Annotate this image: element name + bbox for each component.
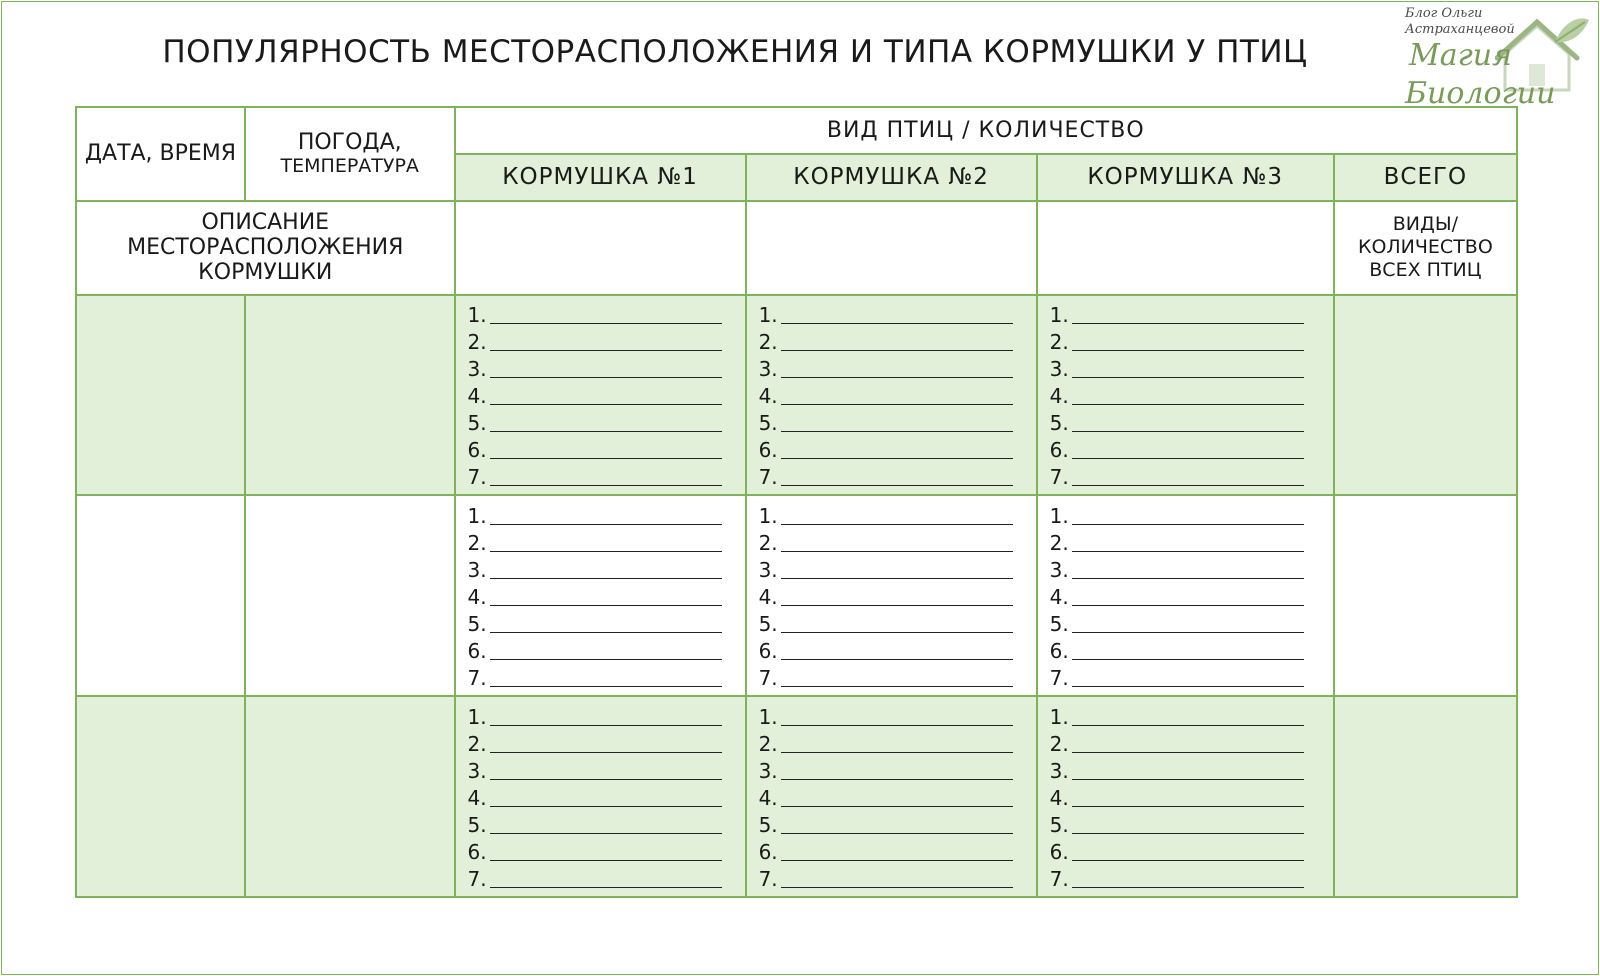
entry-line[interactable] xyxy=(759,329,1036,356)
entry-number: 5. xyxy=(1049,411,1069,436)
entry-line[interactable] xyxy=(468,584,745,611)
entry-line[interactable] xyxy=(759,758,1036,785)
blank-rule[interactable] xyxy=(1072,330,1304,351)
blank-rule[interactable] xyxy=(781,330,1013,351)
entry-line[interactable] xyxy=(1050,785,1333,812)
table-row xyxy=(76,295,1517,496)
feeder-1-entries xyxy=(455,696,746,897)
entry-line[interactable] xyxy=(759,785,1036,812)
entry-line[interactable] xyxy=(1050,383,1333,410)
entry-line[interactable] xyxy=(759,638,1036,665)
entry-line[interactable] xyxy=(759,611,1036,638)
blank-rule[interactable] xyxy=(490,732,722,753)
entry-line[interactable] xyxy=(1050,638,1333,665)
entry-list xyxy=(1038,700,1333,893)
entry-list xyxy=(1038,298,1333,491)
entry-number: 1. xyxy=(1049,303,1069,328)
entry-number: 4. xyxy=(1049,585,1069,610)
entry-number: 3. xyxy=(1049,558,1069,583)
entry-line[interactable] xyxy=(468,839,745,866)
logo-word-1: Магия xyxy=(1409,38,1512,73)
entry-number: 5. xyxy=(1049,612,1069,637)
blank-rule[interactable] xyxy=(490,384,722,405)
entry-number: 1. xyxy=(1049,705,1069,730)
blank-rule[interactable] xyxy=(781,867,1013,888)
blank-rule[interactable] xyxy=(490,411,722,432)
entry-line[interactable] xyxy=(1050,410,1333,437)
entry-line[interactable] xyxy=(759,356,1036,383)
logo-word-2: Биологии xyxy=(1405,76,1556,111)
entry-line[interactable] xyxy=(759,530,1036,557)
blank-rule[interactable] xyxy=(781,303,1013,324)
entry-number: 1. xyxy=(467,504,487,529)
entry-number: 2. xyxy=(467,732,487,757)
entry-number: 5. xyxy=(758,411,778,436)
blank-rule[interactable] xyxy=(490,840,722,861)
blank-rule[interactable] xyxy=(490,465,722,486)
entry-number: 7. xyxy=(1049,465,1069,490)
blank-rule[interactable] xyxy=(1072,666,1304,687)
entry-number: 7. xyxy=(758,666,778,691)
blank-rule[interactable] xyxy=(1072,465,1304,486)
blank-rule[interactable] xyxy=(490,705,722,726)
entry-number: 6. xyxy=(1049,840,1069,865)
entry-number: 7. xyxy=(467,465,487,490)
entry-line[interactable] xyxy=(1050,839,1333,866)
blank-rule[interactable] xyxy=(1072,786,1304,807)
blank-rule[interactable] xyxy=(1072,303,1304,324)
entry-number: 7. xyxy=(758,465,778,490)
total-cell[interactable] xyxy=(1334,495,1517,696)
blank-rule[interactable] xyxy=(1072,438,1304,459)
blank-rule[interactable] xyxy=(490,666,722,687)
blank-rule[interactable] xyxy=(490,639,722,660)
blank-rule[interactable] xyxy=(490,438,722,459)
entry-line[interactable] xyxy=(1050,464,1333,491)
entry-number: 4. xyxy=(758,384,778,409)
entry-line[interactable] xyxy=(759,557,1036,584)
feeder-3-header: КОРМУШКА №3 xyxy=(1037,154,1334,201)
entry-line[interactable] xyxy=(759,866,1036,893)
blank-rule[interactable] xyxy=(490,585,722,606)
blank-rule[interactable] xyxy=(490,531,722,552)
feeder-2-header: КОРМУШКА №2 xyxy=(746,154,1037,201)
blank-rule[interactable] xyxy=(781,465,1013,486)
entry-line[interactable] xyxy=(1050,812,1333,839)
entry-line[interactable] xyxy=(468,437,745,464)
weather-header-line1: ПОГОДА, xyxy=(297,130,402,156)
entry-line[interactable] xyxy=(759,383,1036,410)
entry-number: 5. xyxy=(1049,813,1069,838)
feeder-2-entries xyxy=(746,295,1037,496)
blank-rule[interactable] xyxy=(1072,531,1304,552)
date-cell[interactable] xyxy=(76,295,245,496)
entry-line[interactable] xyxy=(1050,530,1333,557)
entry-line[interactable] xyxy=(468,785,745,812)
entry-list xyxy=(747,700,1036,893)
blank-rule[interactable] xyxy=(1072,639,1304,660)
entry-number: 4. xyxy=(758,585,778,610)
entry-line[interactable] xyxy=(1050,503,1333,530)
blank-rule[interactable] xyxy=(781,732,1013,753)
entry-line[interactable] xyxy=(759,812,1036,839)
entry-number: 3. xyxy=(758,558,778,583)
entry-line[interactable] xyxy=(1050,356,1333,383)
blank-rule[interactable] xyxy=(781,585,1013,606)
entry-line[interactable] xyxy=(468,638,745,665)
entry-line[interactable] xyxy=(468,611,745,638)
location-description-header: ОПИСАНИЕ МЕСТОРАСПОЛОЖЕНИЯ КОРМУШКИ xyxy=(76,201,455,295)
entry-line[interactable] xyxy=(1050,665,1333,692)
entry-line[interactable] xyxy=(1050,302,1333,329)
feeder-1-entries xyxy=(455,295,746,496)
blank-rule[interactable] xyxy=(1072,867,1304,888)
entry-line[interactable] xyxy=(759,704,1036,731)
entry-number: 7. xyxy=(1049,867,1069,892)
entry-line[interactable] xyxy=(1050,584,1333,611)
entry-line[interactable] xyxy=(468,503,745,530)
entry-list xyxy=(747,298,1036,491)
blank-rule[interactable] xyxy=(1072,411,1304,432)
blank-rule[interactable] xyxy=(781,705,1013,726)
feeder-3-entries xyxy=(1037,696,1334,897)
date-time-header: ДАТА, ВРЕМЯ xyxy=(76,107,245,201)
entry-number: 4. xyxy=(467,384,487,409)
feeder-2-description-cell[interactable] xyxy=(746,201,1037,295)
entry-line[interactable] xyxy=(759,839,1036,866)
blank-rule[interactable] xyxy=(1072,840,1304,861)
total-cell[interactable] xyxy=(1334,295,1517,496)
blank-rule[interactable] xyxy=(781,666,1013,687)
entry-number: 6. xyxy=(467,438,487,463)
entry-number: 3. xyxy=(467,558,487,583)
table-row xyxy=(76,696,1517,897)
date-cell[interactable] xyxy=(76,495,245,696)
entry-line[interactable] xyxy=(1050,758,1333,785)
blank-rule[interactable] xyxy=(490,786,722,807)
entry-line[interactable] xyxy=(1050,437,1333,464)
feeder-1-description-cell[interactable] xyxy=(455,201,746,295)
feeder-2-entries xyxy=(746,696,1037,897)
entry-number: 1. xyxy=(1049,504,1069,529)
entry-line[interactable] xyxy=(1050,611,1333,638)
logo-caption-2: Астраханцевой xyxy=(1405,22,1515,37)
table-row xyxy=(76,495,1517,696)
entry-line[interactable] xyxy=(759,410,1036,437)
entry-line[interactable] xyxy=(468,530,745,557)
entry-number: 2. xyxy=(467,330,487,355)
entry-number: 2. xyxy=(758,732,778,757)
entry-line[interactable] xyxy=(468,356,745,383)
weather-cell[interactable] xyxy=(245,295,455,496)
entry-line[interactable] xyxy=(468,758,745,785)
feeder-3-entries xyxy=(1037,495,1334,696)
entry-number: 2. xyxy=(1049,531,1069,556)
page-title: ПОПУЛЯРНОСТЬ МЕСТОРАСПОЛОЖЕНИЯ И ТИПА КОРМУШКИ У ПТИЦ xyxy=(162,34,1308,70)
blank-rule[interactable] xyxy=(1072,357,1304,378)
blank-rule[interactable] xyxy=(490,813,722,834)
entry-line[interactable] xyxy=(468,329,745,356)
entry-line[interactable] xyxy=(468,302,745,329)
entry-number: 5. xyxy=(467,612,487,637)
entry-number: 1. xyxy=(758,504,778,529)
blank-rule[interactable] xyxy=(490,504,722,525)
entry-line[interactable] xyxy=(468,410,745,437)
entry-number: 4. xyxy=(467,786,487,811)
entry-line[interactable] xyxy=(468,812,745,839)
blank-rule[interactable] xyxy=(781,612,1013,633)
entry-number: 3. xyxy=(467,759,487,784)
entry-number: 6. xyxy=(467,840,487,865)
entry-number: 4. xyxy=(1049,384,1069,409)
entry-number: 1. xyxy=(467,705,487,730)
entry-number: 7. xyxy=(467,666,487,691)
total-cell[interactable] xyxy=(1334,696,1517,897)
entry-number: 7. xyxy=(1049,666,1069,691)
blank-rule[interactable] xyxy=(1072,384,1304,405)
blog-logo xyxy=(1395,4,1595,116)
blank-rule[interactable] xyxy=(781,438,1013,459)
entry-list xyxy=(747,499,1036,692)
blank-rule[interactable] xyxy=(490,612,722,633)
entry-list xyxy=(456,298,745,491)
entry-number: 5. xyxy=(758,813,778,838)
blank-rule[interactable] xyxy=(781,558,1013,579)
entry-list xyxy=(456,499,745,692)
observation-table xyxy=(75,106,1518,898)
entry-line[interactable] xyxy=(759,503,1036,530)
entry-number: 7. xyxy=(758,867,778,892)
weather-cell[interactable] xyxy=(245,495,455,696)
blank-rule[interactable] xyxy=(490,357,722,378)
blank-rule[interactable] xyxy=(1072,612,1304,633)
blank-rule[interactable] xyxy=(490,303,722,324)
entry-line[interactable] xyxy=(1050,731,1333,758)
entry-line[interactable] xyxy=(759,464,1036,491)
entry-number: 6. xyxy=(467,639,487,664)
blank-rule[interactable] xyxy=(490,558,722,579)
entry-line[interactable] xyxy=(759,584,1036,611)
blank-rule[interactable] xyxy=(781,813,1013,834)
entry-number: 1. xyxy=(758,705,778,730)
blank-rule[interactable] xyxy=(781,531,1013,552)
entry-number: 4. xyxy=(467,585,487,610)
weather-cell[interactable] xyxy=(245,696,455,897)
entry-line[interactable] xyxy=(1050,557,1333,584)
blank-rule[interactable] xyxy=(490,867,722,888)
entry-number: 3. xyxy=(1049,357,1069,382)
entry-line[interactable] xyxy=(468,731,745,758)
blank-rule[interactable] xyxy=(1072,732,1304,753)
entry-line[interactable] xyxy=(1050,866,1333,893)
entry-line[interactable] xyxy=(468,866,745,893)
entry-number: 3. xyxy=(467,357,487,382)
entry-line[interactable] xyxy=(468,665,745,692)
blank-rule[interactable] xyxy=(1072,504,1304,525)
blank-rule[interactable] xyxy=(781,357,1013,378)
blank-rule[interactable] xyxy=(781,786,1013,807)
entry-list xyxy=(456,700,745,893)
entry-number: 6. xyxy=(758,639,778,664)
total-header: ВСЕГО xyxy=(1334,154,1517,201)
blank-rule[interactable] xyxy=(1072,813,1304,834)
total-caption: ВИДЫ/ КОЛИЧЕСТВО ВСЕХ ПТИЦ xyxy=(1334,201,1517,295)
entry-number: 5. xyxy=(467,411,487,436)
entry-number: 6. xyxy=(758,438,778,463)
entry-line[interactable] xyxy=(1050,329,1333,356)
entry-number: 2. xyxy=(1049,732,1069,757)
entry-number: 2. xyxy=(467,531,487,556)
entry-number: 3. xyxy=(758,357,778,382)
blank-rule[interactable] xyxy=(490,330,722,351)
entry-number: 5. xyxy=(758,612,778,637)
entry-number: 6. xyxy=(1049,639,1069,664)
entry-number: 4. xyxy=(758,786,778,811)
blank-rule[interactable] xyxy=(781,639,1013,660)
blank-rule[interactable] xyxy=(781,504,1013,525)
entry-number: 1. xyxy=(467,303,487,328)
entry-number: 4. xyxy=(1049,786,1069,811)
feeder-1-entries xyxy=(455,495,746,696)
blank-rule[interactable] xyxy=(1072,585,1304,606)
feeder-3-entries xyxy=(1037,295,1334,496)
entry-line[interactable] xyxy=(468,383,745,410)
entry-number: 6. xyxy=(758,840,778,865)
entry-number: 2. xyxy=(1049,330,1069,355)
entry-line[interactable] xyxy=(759,665,1036,692)
entry-line[interactable] xyxy=(468,557,745,584)
logo-caption-1: Блог Ольги xyxy=(1405,6,1483,21)
feeder-1-header: КОРМУШКА №1 xyxy=(455,154,746,201)
blank-rule[interactable] xyxy=(1072,705,1304,726)
blank-rule[interactable] xyxy=(1072,759,1304,780)
blank-rule[interactable] xyxy=(781,759,1013,780)
entry-number: 3. xyxy=(1049,759,1069,784)
entry-number: 1. xyxy=(758,303,778,328)
entry-line[interactable] xyxy=(759,731,1036,758)
entry-number: 6. xyxy=(1049,438,1069,463)
entry-list xyxy=(1038,499,1333,692)
entry-number: 2. xyxy=(758,531,778,556)
weather-header xyxy=(245,107,455,201)
blank-rule[interactable] xyxy=(781,384,1013,405)
entry-number: 5. xyxy=(467,813,487,838)
entry-number: 7. xyxy=(467,867,487,892)
blank-rule[interactable] xyxy=(781,411,1013,432)
entry-line[interactable] xyxy=(1050,704,1333,731)
feeder-2-entries xyxy=(746,495,1037,696)
blank-rule[interactable] xyxy=(1072,558,1304,579)
entry-line[interactable] xyxy=(759,437,1036,464)
blank-rule[interactable] xyxy=(781,840,1013,861)
entry-line[interactable] xyxy=(468,704,745,731)
blank-rule[interactable] xyxy=(490,759,722,780)
entry-line[interactable] xyxy=(759,302,1036,329)
entry-number: 3. xyxy=(758,759,778,784)
date-cell[interactable] xyxy=(76,696,245,897)
species-count-header: ВИД ПТИЦ / КОЛИЧЕСТВО xyxy=(455,107,1517,154)
entry-number: 2. xyxy=(758,330,778,355)
feeder-3-description-cell[interactable] xyxy=(1037,201,1334,295)
weather-header-line2: ТЕМПЕРАТУРА xyxy=(280,154,419,177)
entry-line[interactable] xyxy=(468,464,745,491)
